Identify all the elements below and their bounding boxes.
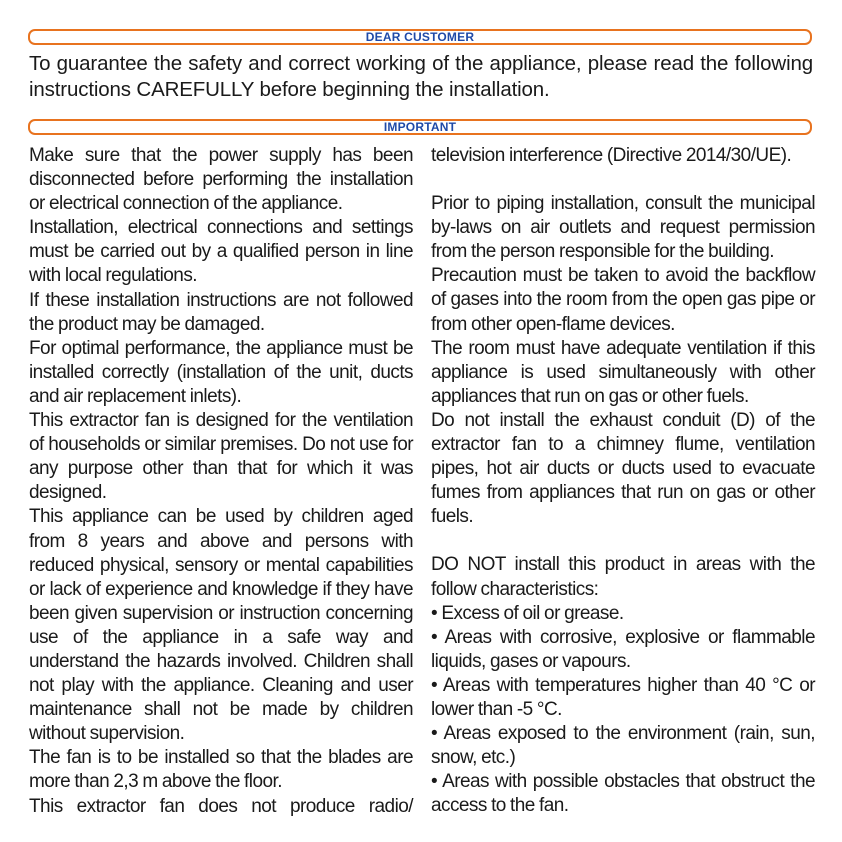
paragraph-blade-height: The fan is to be installed so that the blades are more than 2,3 m above the floor. — [29, 747, 413, 793]
paragraph-power-supply: Make sure that the power supply has been disconnected before performing the installation or electrical connection of the appliance. — [29, 145, 413, 215]
paragraph-ventilation: The room must have adequate ventilation if this appliance is used simultaneously with other appliances that run on gas or other fuels. — [431, 337, 815, 407]
bullet-item: • Areas exposed to the environment (rain, sun, snow, etc.) — [431, 723, 815, 769]
paragraph-damage-warning: If these installation instructions are not followed the product may be damaged. — [29, 289, 413, 335]
paragraph-children-safety: This appliance can be used by children aged from 8 years and above and persons with reduced physical, sensory or mental capabilities or lack of experience and knowledge if they have been given supervision or instruction concerning use of the appliance in a safe way and understand the hazards involved. Children shall not play with the appliance. Cleaning and user maintenance shall not be made by children without supervision. — [29, 506, 413, 745]
dear-customer-banner — [28, 29, 812, 45]
dear-customer-heading: DEAR CUSTOMER — [365, 30, 475, 44]
bullet-item: • Areas with temperatures higher than 40 °C or lower than -5 °C. — [431, 674, 815, 720]
intro-paragraph: To guarantee the safety and correct working of the appliance, please read the following instructions CAREFULLY before beginning the installation. — [29, 52, 813, 101]
paragraph-backflow: Precaution must be taken to avoid the backflow of gases into the room from the open gas pipe or from other open-flame devices. — [431, 265, 815, 335]
right-column — [431, 144, 815, 818]
paragraph-do-not-install: DO NOT install this product in areas with the follow characteristics: — [431, 554, 815, 600]
paragraph-directive: television interference (Directive 2014/30/UE). — [431, 145, 792, 166]
paragraph-optimal-performance: For optimal performance, the appliance must be installed correctly (installation of the unit, ducts and air replacement inlets). — [29, 337, 413, 407]
spacer — [431, 529, 815, 553]
bullet-item: • Excess of oil or grease. — [431, 602, 624, 624]
paragraph-intended-use: This extractor fan is designed for the ventilation of households or similar premises. Do not use for any purpose other than that for which it was designed. — [29, 410, 413, 504]
paragraph-radio-interference: This extractor fan does not produce radio/ — [29, 795, 413, 817]
paragraph-exhaust-conduit: Do not install the exhaust conduit (D) of the extractor fan to a chimney flume, ventilation pipes, hot air ducts or ducts used to evacuate fumes from appliances that run on gas or other fuels. — [431, 409, 815, 528]
important-heading: IMPORTANT — [383, 120, 457, 134]
bullet-item: • Areas with corrosive, explosive or flammable liquids, gases or vapours. — [431, 626, 815, 672]
important-banner — [28, 119, 812, 135]
left-column — [29, 144, 413, 819]
bullet-item: • Areas with possible obstacles that obstruct the access to the fan. — [431, 771, 815, 817]
paragraph-piping-bylaws: Prior to piping installation, consult the municipal by-laws on air outlets and request permission from the person responsible for the building. — [431, 193, 815, 263]
spacer — [431, 168, 815, 192]
paragraph-qualified-person: Installation, electrical connections and settings must be carried out by a qualified person in line with local regulations. — [29, 217, 413, 287]
